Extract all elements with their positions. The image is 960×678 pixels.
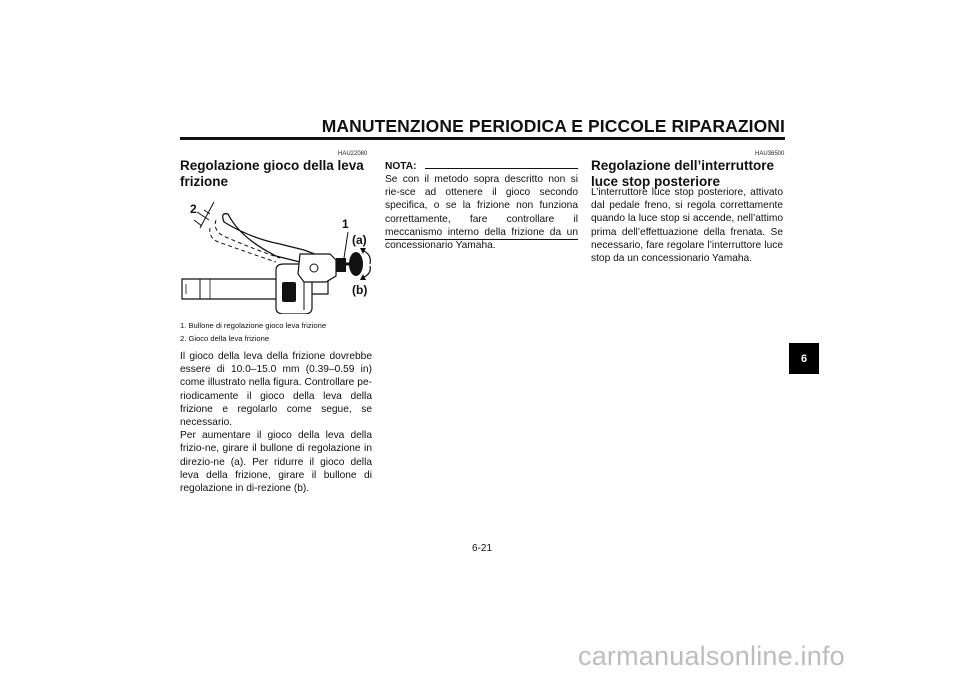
brake-switch-body-text [591,186,783,265]
figure-caption-list [180,319,326,345]
figure-caption-item: 2. Gioco della leva frizione [180,334,270,343]
clutch-lever-figure [180,198,376,314]
nota-text [385,173,578,252]
watermark: carmanualsonline.info [578,641,845,671]
body-paragraph: Il gioco della leva della frizione dovrebbe essere di 10.0–15.0 mm (0.39–0.59 in) come illustrato nella figura. Controllare pe-riodicamente il gioco della leva della frizione e regolarlo come segue, se necessario. [180,351,372,429]
chapter-tab: 6 [789,343,819,374]
page-number: 6-21 [472,543,493,554]
body-paragraph: L’interruttore luce stop posteriore, attivato dal pedale freno, si regola correttamente quando la luce stop si accende, nell’attimo prima dell’effettuazione della frenata. Se necessario, fare regolare l’interruttore luce stop da un concessionario Yamaha. [591,187,783,265]
clutch-body-text [180,350,372,495]
nota-paragraph: Se con il metodo sopra descritto non si rie-sce ad ottenere il gioco secondo specifica, o se la frizione non funziona correttamente, fare controllare il meccanismo interno della frizione da un concessionario Yamaha. [385,174,578,252]
nota-end-rule [385,239,578,240]
figure-label-a: (a) [352,233,367,247]
section-heading-clutch: Regolazione gioco della leva frizione [180,158,364,189]
figure-label-1: 1 [342,217,349,231]
figure-label-2: 2 [190,202,197,216]
figure-caption-item: 1. Bullone di regolazione gioco leva frizione [180,321,327,330]
page-header-title: MANUTENZIONE PERIODICA E PICCOLE RIPARAZIONI [321,116,785,136]
clutch-lever-illustration [180,198,376,314]
section-heading-brake-switch: Regolazione dell’interruttore luce stop posteriore [591,158,775,189]
figure-label-b: (b) [352,283,368,297]
nota-label: NOTA: [385,161,417,172]
nota-rule [425,168,578,169]
body-paragraph: Per aumentare il gioco della leva della frizio-ne, girare il bullone di regolazione in direzio-ne (a). Per ridurre il gioco della leva della frizione, girare il bullone di regolazione in di-rezione (b). [180,430,372,495]
section-ref-code: HAU36500 [755,151,785,157]
header-rule [180,137,785,140]
section-ref-code: HAU22080 [338,151,368,157]
